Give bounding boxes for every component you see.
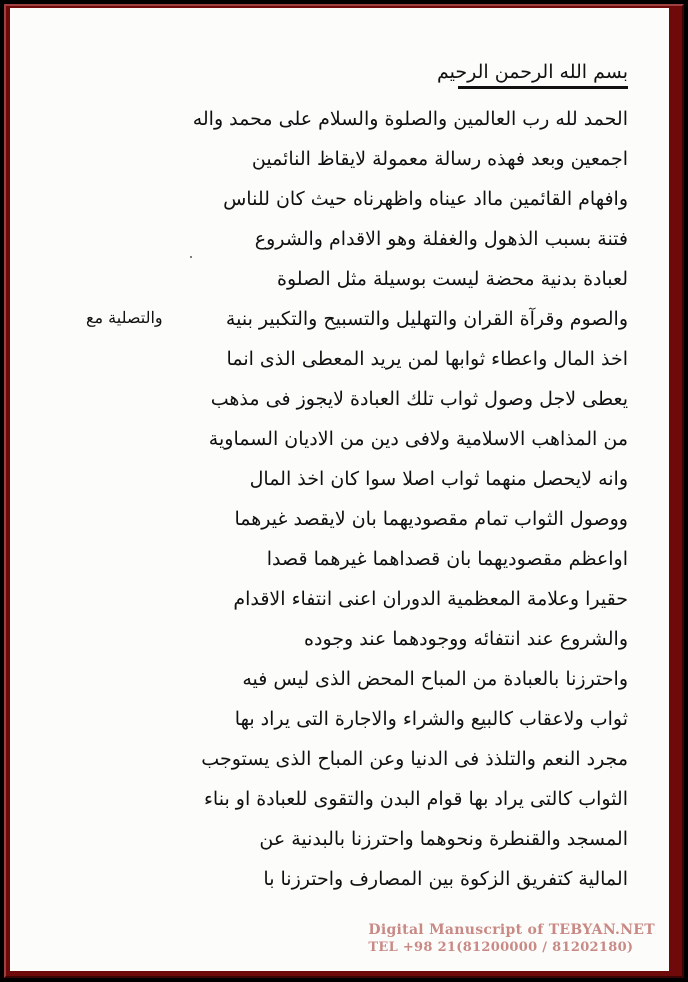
- text-line-10: وانه لايحصل منهما ثواب اصلا سوا كان اخذ المال: [249, 468, 628, 490]
- text-line-14: والشروع عند انتفائه ووجودهما عند وجوده: [304, 628, 628, 650]
- text-line-8: يعطى لاجل وصول ثواب تلك العبادة لايجوز فى مذهب: [210, 388, 628, 410]
- text-line-4: فتنة بسبب الذهول والغفلة وهو الاقدام والشروع: [254, 228, 628, 250]
- text-line-2: اجمعين وبعد فهذه رسالة معمولة لايقاظ النائمين: [251, 148, 628, 170]
- basmala-line: بسم الله الرحمن الرحيم: [458, 58, 628, 89]
- ink-speck: [190, 256, 192, 258]
- text-line-17: مجرد النعم والتلذذ فى الدنيا وعن المباح الذى يستوجب: [201, 748, 628, 770]
- text-line-9: من المذاهب الاسلامية ولافى دين من الاديان السماوية: [208, 428, 628, 450]
- text-line-15: واحترزنا بالعبادة من المباح المحض الذى ليس فيه: [242, 668, 628, 690]
- text-line-6: والصوم وقرآة القران والتهليل والتسبيح والتكبير بنية: [225, 308, 628, 330]
- text-line-7: اخذ المال واعطاء ثوابها لمن يريد المعطى الذى انما: [226, 348, 628, 370]
- manuscript-text: [192, 58, 628, 899]
- watermark-title: Digital Manuscript of TEBYAN.NET: [368, 922, 655, 938]
- watermark-footer: [368, 921, 655, 957]
- manuscript-page: [10, 8, 669, 971]
- text-line-11: ووصول الثواب تمام مقصوديهما بان لايقصد غيرهما: [234, 508, 628, 530]
- text-line-1: الحمد لله رب العالمين والصلوة والسلام على محمد واله: [192, 108, 628, 130]
- watermark-phone: TEL +98 21(81200000 / 81202180): [368, 940, 634, 955]
- text-line-5: لعبادة بدنية محضة ليست بوسيلة مثل الصلوة: [277, 268, 628, 290]
- margin-note: والتصلية مع: [86, 308, 163, 327]
- text-line-18: الثواب كالتى يراد بها قوام البدن والتقوى للعبادة او بناء: [203, 788, 628, 810]
- text-line-19: المسجد والقنطرة ونحوهما واحترزنا بالبدنية عن: [259, 828, 628, 850]
- text-line-12: اواعظم مقصوديهما بان قصداهما غيرهما قصدا: [266, 548, 628, 570]
- text-line-3: وافهام القائمين مااد عيناه واظهرناه حيث كان للناس: [223, 188, 628, 210]
- text-line-13: حقيرا وعلامة المعظمية الدوران اعنى انتفاء الاقدام: [233, 588, 628, 610]
- text-line-16: ثواب ولاعقاب كالبيع والشراء والاجارة التى يراد بها: [234, 708, 628, 730]
- text-line-20: المالية كتفريق الزكوة بين المصارف واحترزنا با: [263, 868, 628, 890]
